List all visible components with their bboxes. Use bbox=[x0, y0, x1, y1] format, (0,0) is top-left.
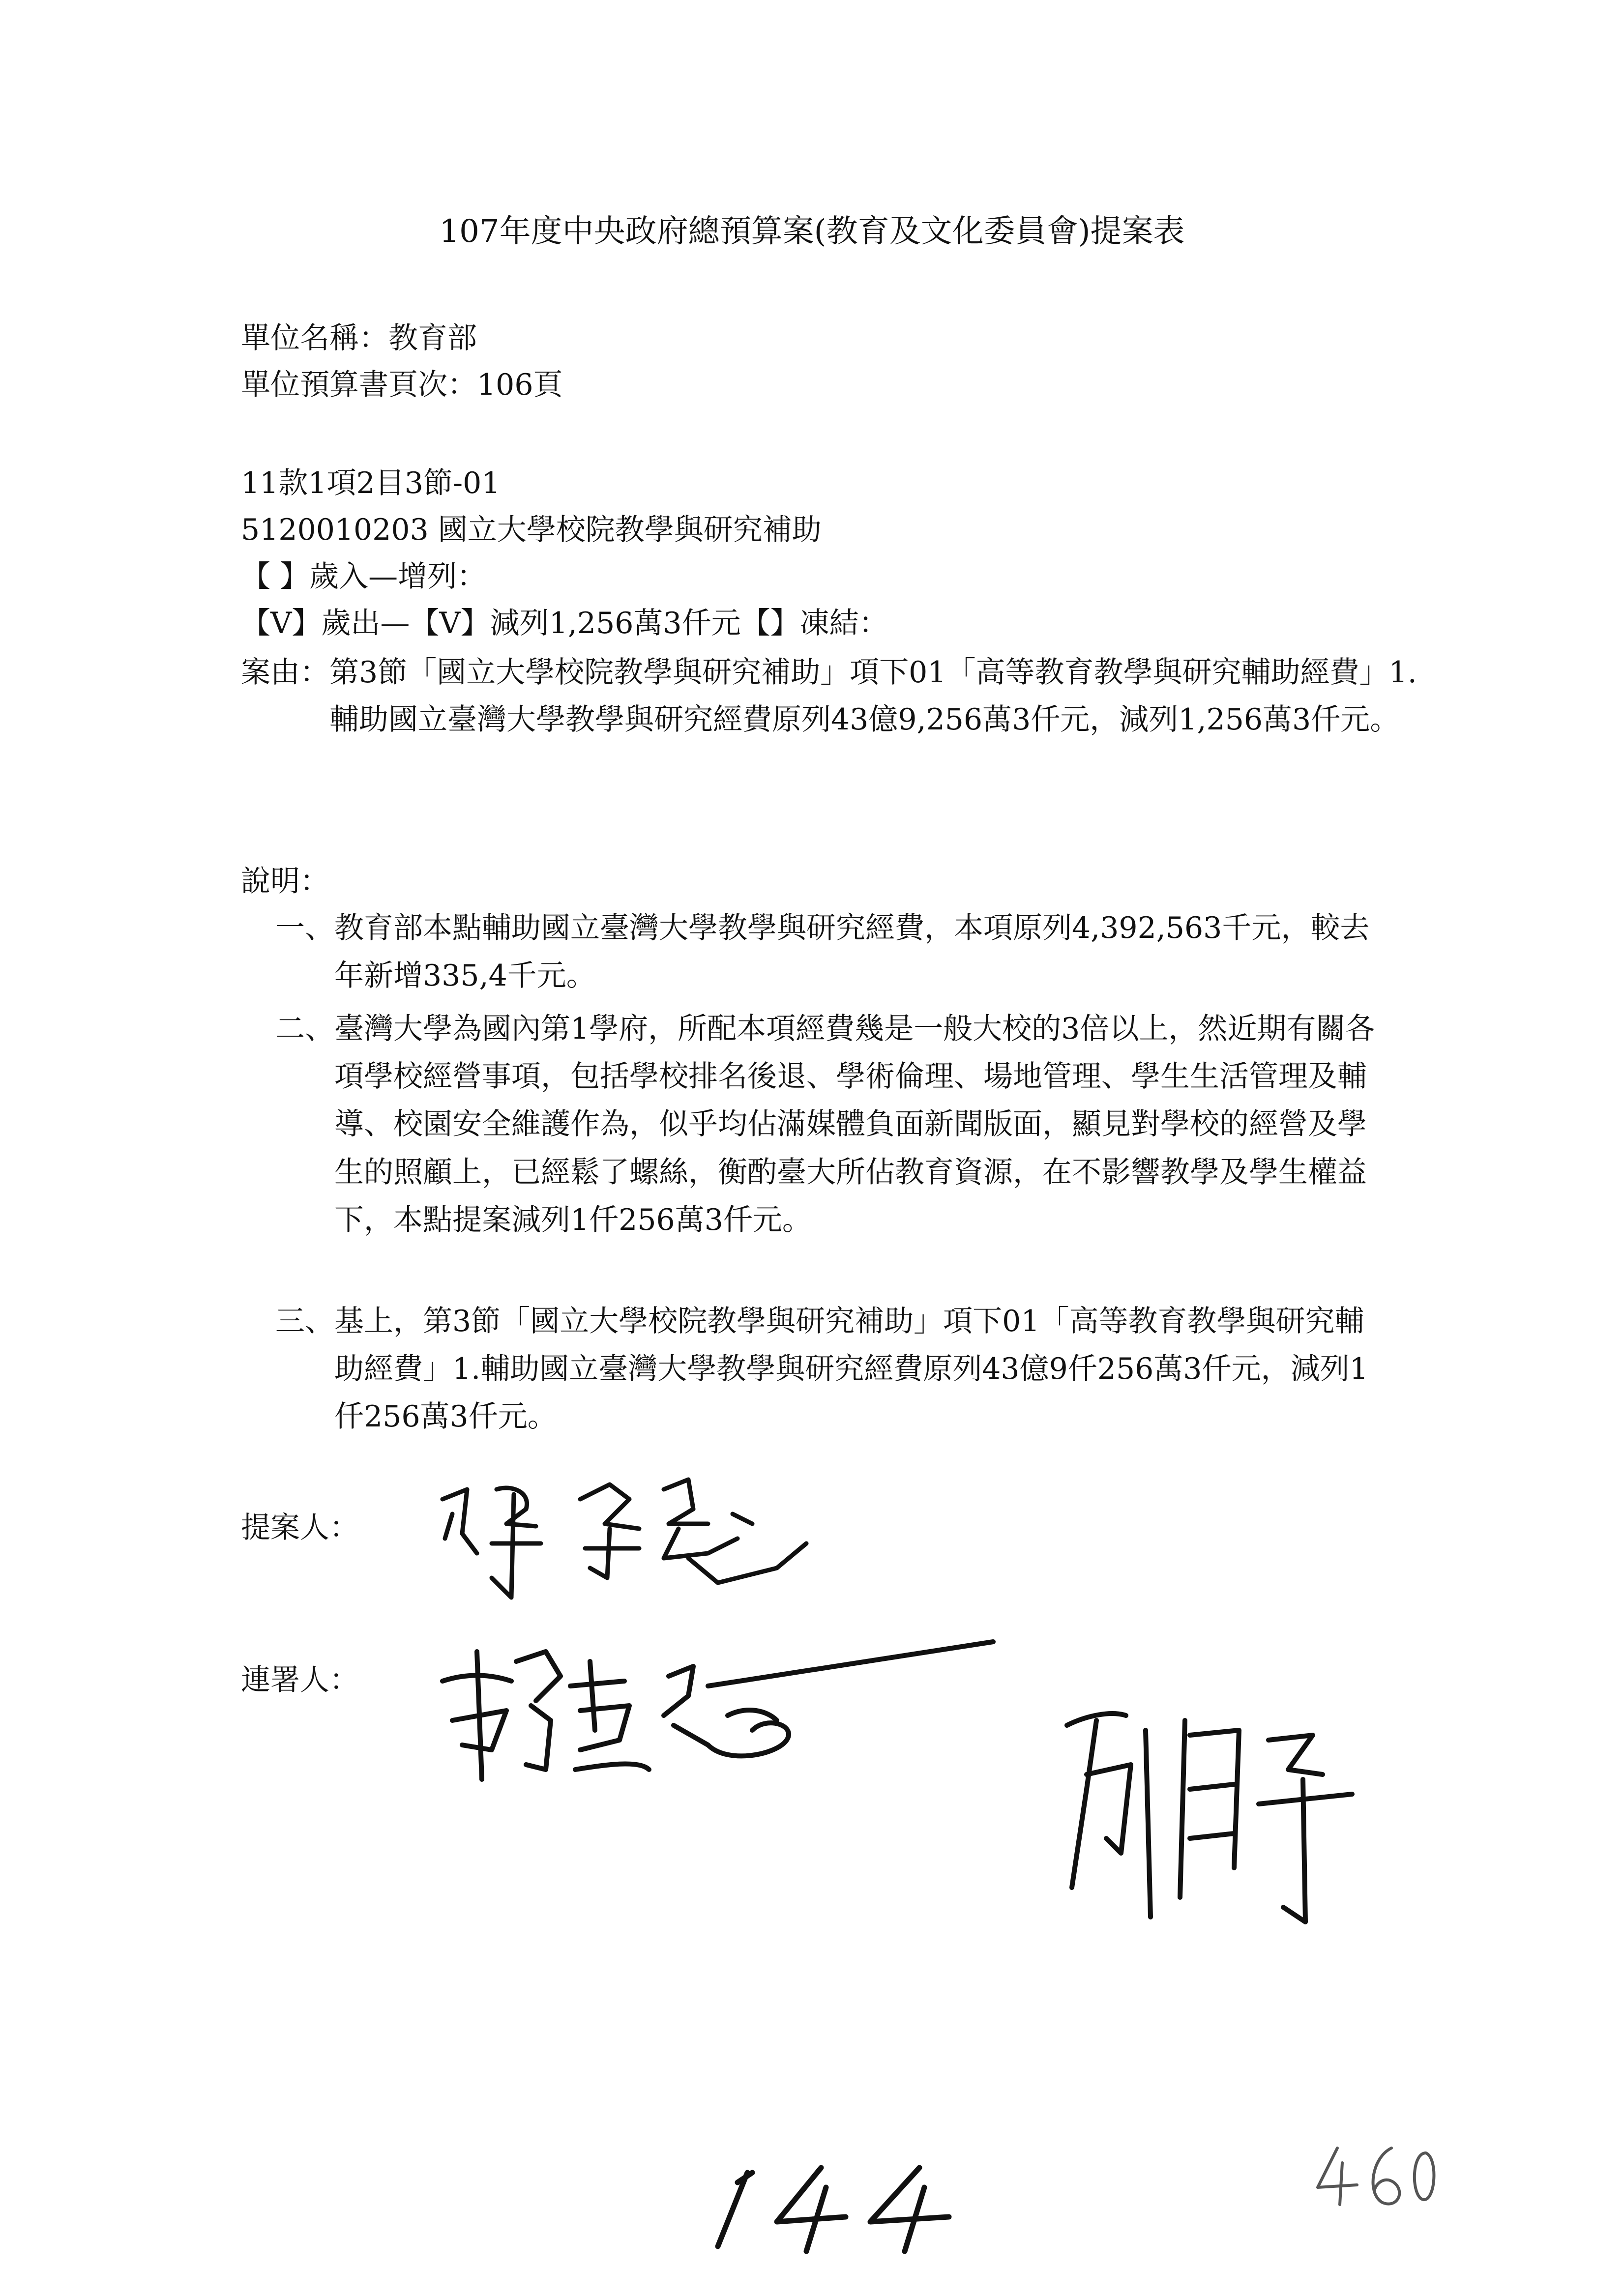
page-number-handwritten bbox=[708, 2158, 964, 2256]
item-text: 基上，第3節「國立大學校院教學與研究補助」項下01「高等教育教學與研究輔助經費」1.輔助國立臺灣大學教學與研究經費原列43億9仟256萬3仟元，減列1仟256萬3仟元。 bbox=[334, 1304, 1368, 1434]
proposer-label: 提案人： bbox=[241, 1511, 359, 1545]
expenditure-line: 【V】歲出—【V】減列1,256萬3仟元【】凍結： bbox=[241, 606, 888, 640]
stamp-number-handwritten bbox=[1313, 2138, 1441, 2212]
case-text: 第3節「國立大學校院教學與研究補助」項下01「高等教育教學與研究輔助經費」1.輔助國立臺灣大學教學與研究經費原列43億9,256萬3仟元，減列1,256萬3仟元。 bbox=[329, 655, 1417, 737]
unit-name: 單位名稱：教育部 bbox=[241, 321, 477, 355]
item-number: 一、 bbox=[275, 911, 334, 945]
budget-code-line: 11款1項2目3節-01 bbox=[241, 466, 501, 500]
cosigner-label: 連署人： bbox=[241, 1663, 359, 1697]
item-number: 二、 bbox=[275, 1012, 334, 1046]
document-title: 107年度中央政府總預算案(教育及文化委員會)提案表 bbox=[439, 213, 1185, 250]
proposer-signature bbox=[433, 1470, 816, 1617]
cosigner-signature-1 bbox=[433, 1622, 1023, 1868]
program-line: 5120010203 國立大學校院教學與研究補助 bbox=[241, 513, 822, 547]
case-label: 案由： bbox=[241, 655, 329, 690]
explanation-label: 說明： bbox=[241, 864, 329, 899]
item-text: 教育部本點輔助國立臺灣大學教學與研究經費，本項原列4,392,563千元，較去年新增335,4千元。 bbox=[334, 911, 1370, 993]
cosigner-signature-2 bbox=[1057, 1691, 1401, 1947]
item-number: 三、 bbox=[275, 1304, 334, 1338]
item-text: 臺灣大學為國內第1學府，所配本項經費幾是一般大校的3倍以上，然近期有關各項學校經營事項，包括學校排名後退、學術倫理、場地管理、學生生活管理及輔導、校園安全維護作為，似乎均佔滿媒體負面新聞版面，顯見對學校的經營及學生的照顧上，已經鬆了螺絲，衡酌臺大所佔教育資源，在不影響教學及學生權益下，本點提案減列1仟256萬3仟元。 bbox=[334, 1012, 1375, 1237]
unit-budget-page: 單位預算書頁次：106頁 bbox=[241, 368, 563, 402]
revenue-line: 【 】歲入—增列： bbox=[241, 559, 487, 594]
